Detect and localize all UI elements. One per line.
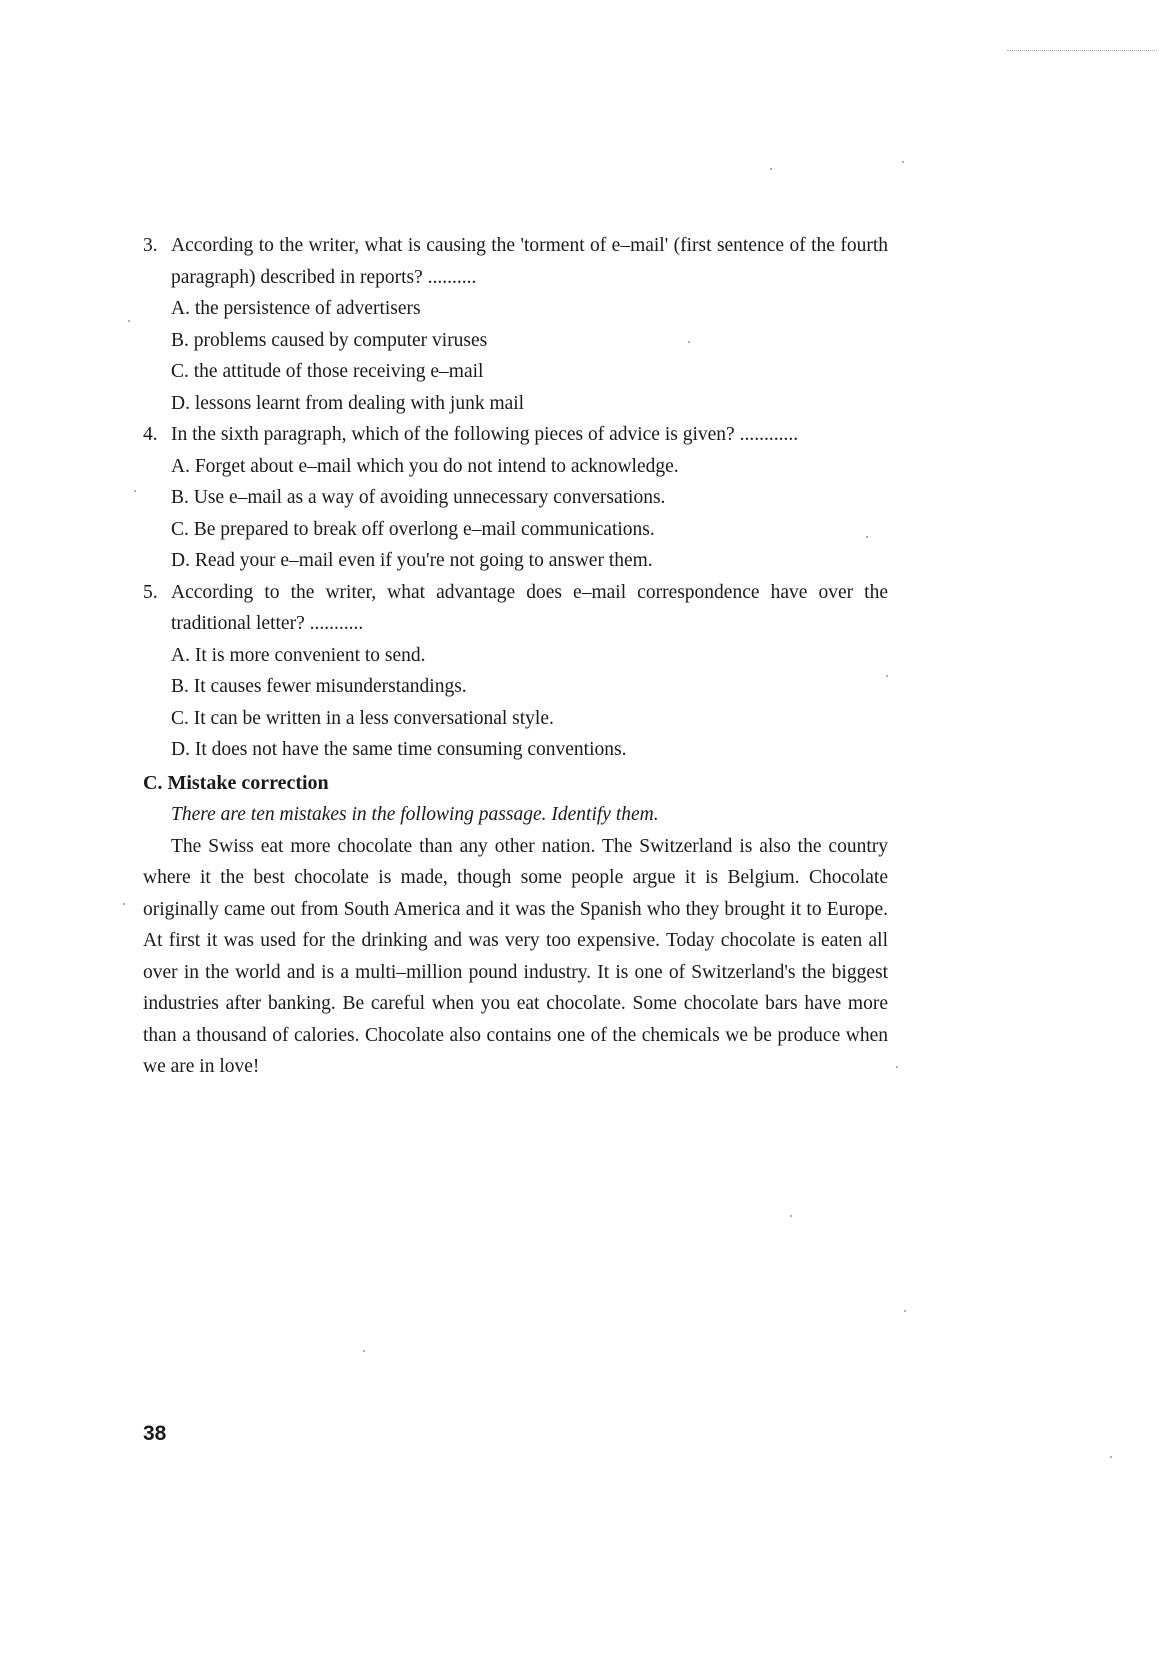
- scan-speck: [866, 536, 868, 538]
- option-a: A. It is more convenient to send.: [171, 644, 426, 666]
- option-a: A. the persistence of advertisers: [171, 298, 421, 319]
- option-c: C. It can be written in a less conversational style.: [171, 707, 554, 729]
- option-a: A. Forget about e–mail which you do not intend to acknowledge.: [171, 455, 679, 477]
- scan-speck: [688, 341, 690, 343]
- question-4: [143, 419, 888, 577]
- answer-options: [143, 451, 888, 577]
- scan-speck: [128, 320, 130, 322]
- answer-options: [143, 640, 888, 766]
- option-c: C. Be prepared to break off overlong e–mail communications.: [171, 518, 655, 540]
- option-d: D. It does not have the same time consuming conventions.: [171, 739, 627, 760]
- option-d: D. lessons learnt from dealing with junk mail: [171, 392, 525, 414]
- page-number: 38: [143, 1422, 167, 1445]
- scan-speck: [904, 1310, 906, 1312]
- scan-speck: [790, 1215, 792, 1217]
- option-c: C. the attitude of those receiving e–mail: [171, 361, 484, 382]
- question-number: 4.: [143, 424, 158, 445]
- scan-speck: [886, 675, 888, 677]
- scan-speck: [902, 161, 904, 163]
- question-5: [143, 577, 888, 766]
- question-text: In the sixth paragraph, which of the following pieces of advice is given? ............: [171, 424, 799, 445]
- scan-speck: [123, 903, 125, 905]
- mistake-correction-passage: The Swiss eat more chocolate than any other nation. The Switzerland is also the country where it the best chocolate is made, though some people argue it is Belgium. Chocolate originally came out from South America and it was the Spanish who they brought it to Europe. At first it was used for the drinking and was very too expensive. Today chocolate is eaten all over in the world and is a multi–million pound industry. It is one of Switzerland's the biggest industries after banking. Be careful when you eat chocolate. Some chocolate bars have more than a thousand of calories. Chocolate also contains one of the chemicals we be produce when we are in love!: [143, 835, 888, 1077]
- question-text: According to the writer, what advantage does e–mail correspondence have over the traditional letter? ...........: [171, 581, 888, 634]
- answer-options: [143, 293, 888, 419]
- scan-speck: [363, 1350, 365, 1352]
- question-number: 3.: [143, 235, 158, 256]
- page-content: [143, 230, 888, 1083]
- scan-artifact-dots: [1007, 50, 1157, 52]
- option-b: B. Use e–mail as a way of avoiding unnecessary conversations.: [171, 487, 666, 508]
- question-text: According to the writer, what is causing the 'torment of e–mail' (first sentence of the fourth paragraph) described in reports? ..........: [171, 235, 888, 288]
- section-instruction: There are ten mistakes in the following passage. Identify them.: [171, 804, 659, 825]
- option-b: B. problems caused by computer viruses: [171, 329, 488, 351]
- section-heading: C. Mistake correction: [143, 771, 329, 794]
- scan-speck: [134, 490, 136, 492]
- question-number: 5.: [143, 581, 158, 603]
- option-b: B. It causes fewer misunderstandings.: [171, 676, 467, 697]
- option-d: D. Read your e–mail even if you're not going to answer them.: [171, 550, 653, 571]
- scan-speck: [896, 1066, 898, 1068]
- scan-speck: [770, 168, 772, 170]
- scan-speck: [1110, 1456, 1112, 1458]
- question-3: [143, 230, 888, 419]
